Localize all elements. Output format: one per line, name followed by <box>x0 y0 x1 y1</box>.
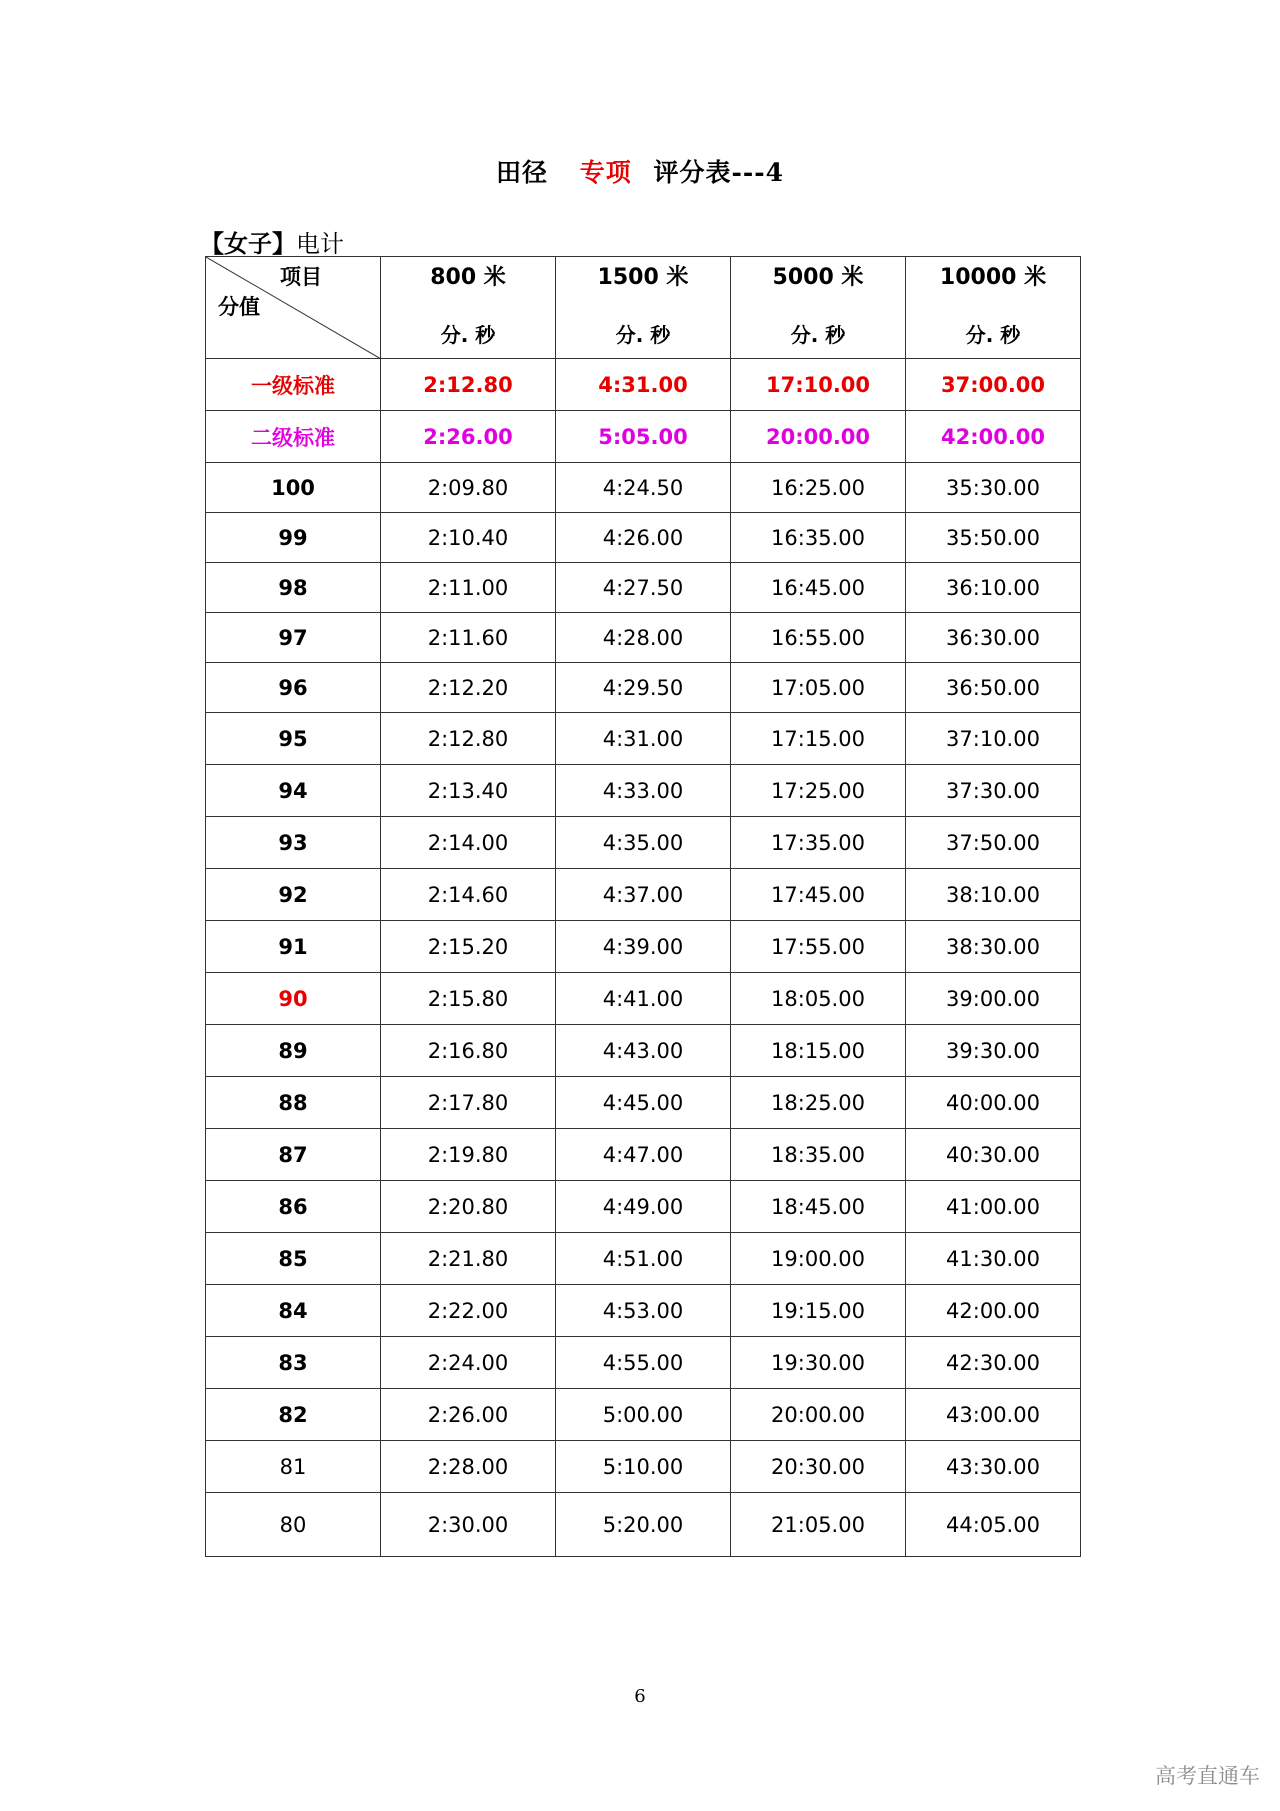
time-value: 2:12.20 <box>381 663 556 713</box>
time-value: 43:00.00 <box>906 1389 1081 1441</box>
score-value: 97 <box>206 613 381 663</box>
time-value: 2:21.80 <box>381 1233 556 1285</box>
time-value: 4:27.50 <box>556 563 731 613</box>
time-value: 40:30.00 <box>906 1129 1081 1181</box>
score-value: 87 <box>206 1129 381 1181</box>
time-value: 2:17.80 <box>381 1077 556 1129</box>
score-value: 94 <box>206 765 381 817</box>
time-value: 2:12.80 <box>381 713 556 765</box>
standard-value: 2:26.00 <box>381 411 556 463</box>
title-part-2: 专项 <box>579 158 632 187</box>
time-value: 2:11.60 <box>381 613 556 663</box>
time-value: 18:45.00 <box>731 1181 906 1233</box>
event-label: 5000 米 <box>772 264 864 290</box>
time-value: 2:30.00 <box>381 1493 556 1557</box>
header-event <box>906 257 1081 359</box>
section-bracket: 【女子】 <box>200 229 296 258</box>
time-value: 41:00.00 <box>906 1181 1081 1233</box>
table-row <box>206 921 1081 973</box>
section-heading <box>200 224 344 259</box>
time-value: 4:43.00 <box>556 1025 731 1077</box>
table-row <box>206 463 1081 513</box>
score-value: 86 <box>206 1181 381 1233</box>
header-row <box>206 257 1081 359</box>
time-value: 44:05.00 <box>906 1493 1081 1557</box>
time-value: 4:31.00 <box>556 713 731 765</box>
watermark: 高考直通车 <box>1155 1764 1260 1788</box>
time-value: 4:39.00 <box>556 921 731 973</box>
standard-value: 4:31.00 <box>556 359 731 411</box>
table-row <box>206 1285 1081 1337</box>
time-value: 2:10.40 <box>381 513 556 563</box>
score-value: 83 <box>206 1337 381 1389</box>
score-value: 81 <box>206 1441 381 1493</box>
table-row <box>206 973 1081 1025</box>
time-value: 18:15.00 <box>731 1025 906 1077</box>
time-value: 18:25.00 <box>731 1077 906 1129</box>
title-part-3: 评分表---4 <box>653 158 784 187</box>
time-value: 4:29.50 <box>556 663 731 713</box>
time-value: 2:14.00 <box>381 817 556 869</box>
time-value: 19:15.00 <box>731 1285 906 1337</box>
time-value: 43:30.00 <box>906 1441 1081 1493</box>
time-value: 16:55.00 <box>731 613 906 663</box>
time-value: 16:25.00 <box>731 463 906 513</box>
time-value: 2:28.00 <box>381 1441 556 1493</box>
event-label: 800 米 <box>430 264 506 290</box>
page-title <box>0 153 1280 189</box>
time-value: 2:15.80 <box>381 973 556 1025</box>
time-value: 18:05.00 <box>731 973 906 1025</box>
score-value: 98 <box>206 563 381 613</box>
event-label: 1500 米 <box>597 264 689 290</box>
score-value: 88 <box>206 1077 381 1129</box>
table-row <box>206 1493 1081 1557</box>
header-event <box>556 257 731 359</box>
time-value: 38:10.00 <box>906 869 1081 921</box>
time-value: 16:45.00 <box>731 563 906 613</box>
table-row <box>206 1077 1081 1129</box>
time-value: 5:10.00 <box>556 1441 731 1493</box>
standard-row-level-2 <box>206 411 1081 463</box>
time-value: 4:51.00 <box>556 1233 731 1285</box>
corner-cell <box>206 257 381 359</box>
time-value: 4:26.00 <box>556 513 731 563</box>
time-value: 2:14.60 <box>381 869 556 921</box>
header-event <box>381 257 556 359</box>
time-value: 17:25.00 <box>731 765 906 817</box>
time-value: 2:26.00 <box>381 1389 556 1441</box>
page-number: 6 <box>634 1686 646 1707</box>
table-row <box>206 1181 1081 1233</box>
score-value: 89 <box>206 1025 381 1077</box>
time-value: 36:30.00 <box>906 613 1081 663</box>
event-unit: 分. 秒 <box>615 322 671 347</box>
table-row <box>206 1441 1081 1493</box>
time-value: 4:55.00 <box>556 1337 731 1389</box>
time-value: 2:20.80 <box>381 1181 556 1233</box>
time-value: 35:30.00 <box>906 463 1081 513</box>
time-value: 39:30.00 <box>906 1025 1081 1077</box>
time-value: 17:35.00 <box>731 817 906 869</box>
table-row <box>206 1129 1081 1181</box>
table-row <box>206 1337 1081 1389</box>
event-unit: 分. 秒 <box>790 322 846 347</box>
time-value: 38:30.00 <box>906 921 1081 973</box>
table-row <box>206 1025 1081 1077</box>
event-label: 10000 米 <box>939 264 1047 290</box>
table-row <box>206 713 1081 765</box>
table-row <box>206 563 1081 613</box>
score-value: 80 <box>206 1493 381 1557</box>
time-value: 17:55.00 <box>731 921 906 973</box>
time-value: 4:47.00 <box>556 1129 731 1181</box>
table-row <box>206 765 1081 817</box>
time-value: 2:13.40 <box>381 765 556 817</box>
time-value: 16:35.00 <box>731 513 906 563</box>
event-unit: 分. 秒 <box>965 322 1021 347</box>
standard-value: 42:00.00 <box>906 411 1081 463</box>
time-value: 17:45.00 <box>731 869 906 921</box>
time-value: 18:35.00 <box>731 1129 906 1181</box>
time-value: 4:53.00 <box>556 1285 731 1337</box>
table-row <box>206 663 1081 713</box>
time-value: 35:50.00 <box>906 513 1081 563</box>
standard-value: 5:05.00 <box>556 411 731 463</box>
standard-row-level-1 <box>206 359 1081 411</box>
time-value: 19:00.00 <box>731 1233 906 1285</box>
time-value: 41:30.00 <box>906 1233 1081 1285</box>
time-value: 4:35.00 <box>556 817 731 869</box>
score-value: 82 <box>206 1389 381 1441</box>
time-value: 2:24.00 <box>381 1337 556 1389</box>
event-unit: 分. 秒 <box>440 322 496 347</box>
table-row <box>206 1233 1081 1285</box>
time-value: 4:41.00 <box>556 973 731 1025</box>
time-value: 2:11.00 <box>381 563 556 613</box>
time-value: 4:28.00 <box>556 613 731 663</box>
score-value: 100 <box>206 463 381 513</box>
time-value: 4:45.00 <box>556 1077 731 1129</box>
time-value: 2:15.20 <box>381 921 556 973</box>
time-value: 36:50.00 <box>906 663 1081 713</box>
standard-label: 一级标准 <box>206 359 381 411</box>
score-table <box>205 256 1081 1557</box>
time-value: 20:00.00 <box>731 1389 906 1441</box>
time-value: 39:00.00 <box>906 973 1081 1025</box>
table-row <box>206 869 1081 921</box>
time-value: 2:16.80 <box>381 1025 556 1077</box>
standard-value: 17:10.00 <box>731 359 906 411</box>
table-row <box>206 1389 1081 1441</box>
table-row <box>206 513 1081 563</box>
score-value: 90 <box>206 973 381 1025</box>
standard-label: 二级标准 <box>206 411 381 463</box>
standard-value: 2:12.80 <box>381 359 556 411</box>
time-value: 2:19.80 <box>381 1129 556 1181</box>
time-value: 17:05.00 <box>731 663 906 713</box>
time-value: 5:20.00 <box>556 1493 731 1557</box>
time-value: 37:10.00 <box>906 713 1081 765</box>
time-value: 17:15.00 <box>731 713 906 765</box>
standard-value: 20:00.00 <box>731 411 906 463</box>
standard-value: 37:00.00 <box>906 359 1081 411</box>
section-label: 电计 <box>296 230 344 258</box>
time-value: 4:24.50 <box>556 463 731 513</box>
score-value: 85 <box>206 1233 381 1285</box>
time-value: 19:30.00 <box>731 1337 906 1389</box>
time-value: 37:30.00 <box>906 765 1081 817</box>
score-value: 91 <box>206 921 381 973</box>
time-value: 37:50.00 <box>906 817 1081 869</box>
corner-label-score: 分值 <box>218 295 260 319</box>
score-value: 96 <box>206 663 381 713</box>
time-value: 4:33.00 <box>556 765 731 817</box>
score-value: 92 <box>206 869 381 921</box>
time-value: 4:49.00 <box>556 1181 731 1233</box>
time-value: 20:30.00 <box>731 1441 906 1493</box>
time-value: 2:22.00 <box>381 1285 556 1337</box>
time-value: 5:00.00 <box>556 1389 731 1441</box>
corner-label-item: 项目 <box>280 265 322 289</box>
header-event <box>731 257 906 359</box>
time-value: 21:05.00 <box>731 1493 906 1557</box>
score-value: 84 <box>206 1285 381 1337</box>
time-value: 42:00.00 <box>906 1285 1081 1337</box>
time-value: 36:10.00 <box>906 563 1081 613</box>
time-value: 40:00.00 <box>906 1077 1081 1129</box>
time-value: 2:09.80 <box>381 463 556 513</box>
score-value: 93 <box>206 817 381 869</box>
table-row <box>206 613 1081 663</box>
table-row <box>206 817 1081 869</box>
title-part-1: 田径 <box>496 158 549 187</box>
score-value: 99 <box>206 513 381 563</box>
time-value: 4:37.00 <box>556 869 731 921</box>
time-value: 42:30.00 <box>906 1337 1081 1389</box>
score-value: 95 <box>206 713 381 765</box>
